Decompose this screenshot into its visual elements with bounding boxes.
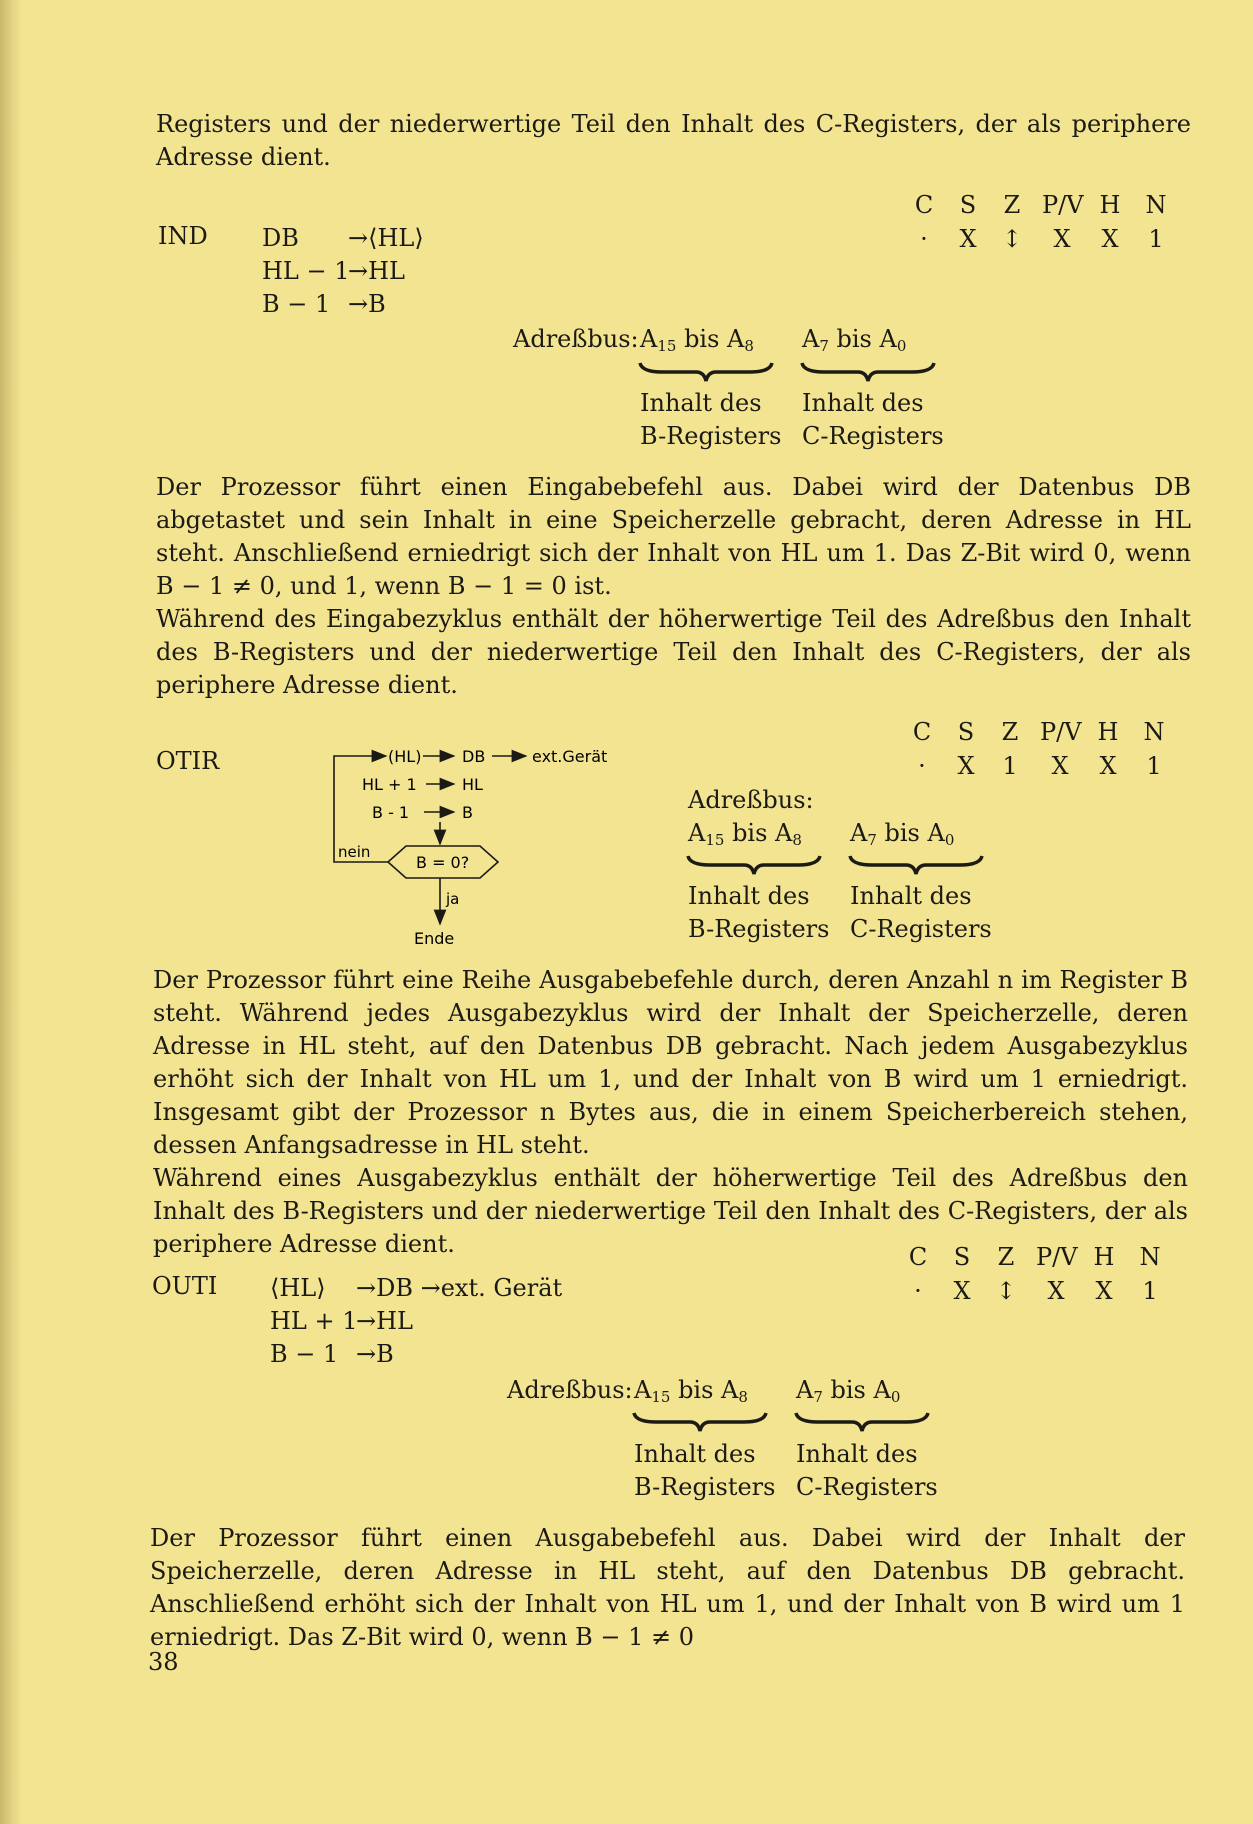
- ind-description: Der Prozessor führt einen Eingabebefehl aus. Dabei wird der Datenbus DB abgetastet und sein Inhalt in eine Speicherzelle gebracht, deren Adresse in HL steht. Anschließend erniedrigt sich der Inhalt von HL um 1. Das Z-Bit wird 0, wenn B − 1 ≠ 0, und 1, wenn B − 1 = 0 ist. Während des Eingabezyklus enthält der höherwertige Teil des Adreßbus den Inhalt des B-Registers und der niederwertige Teil den Inhalt des C-Registers, der als periphere Adresse dient.: [156, 473, 1191, 699]
- outi-op-right: →B: [356, 1340, 394, 1368]
- underbrace: [638, 360, 774, 384]
- ind-op-left: HL − 1: [262, 257, 350, 285]
- underbrace: [686, 853, 822, 877]
- ind-op-left: B − 1: [262, 290, 331, 318]
- outi-description: Der Prozessor führt einen Ausgabebefehl aus. Dabei wird der Inhalt der Speicherzelle, deren Adresse in HL steht, auf den Datenbus DB gebracht. Anschließend erhöht sich der Inhalt von HL um 1, und der Inhalt von B wird um 1 erniedrigt. Das Z-Bit wird 0, wenn B − 1 ≠ 0: [150, 1524, 1185, 1651]
- outi-adressbus-high: $A_{15}$ bis $A_8$: [634, 1376, 748, 1406]
- otir-adressbus-low: $A_7$ bis $A_0$: [850, 819, 955, 849]
- otir-adressbus-label: Adreßbus:: [688, 786, 814, 814]
- otir-low-desc: C-Registers: [850, 915, 992, 943]
- ind-op-right: →HL: [348, 257, 405, 285]
- outi-adressbus-low: $A_7$ bis $A_0$: [796, 1376, 901, 1406]
- ind-op-right: →⟨HL⟩: [348, 224, 424, 252]
- flow-db: DB: [462, 747, 486, 766]
- otir-flowchart: [320, 740, 630, 950]
- ind-high-desc: Inhalt des: [640, 389, 762, 417]
- ind-high-desc: B-Registers: [640, 422, 782, 450]
- outi-low-desc: C-Registers: [796, 1473, 938, 1501]
- otir-mnemonic: OTIR: [156, 747, 220, 775]
- otir-adressbus-high: $A_{15}$ bis $A_8$: [688, 819, 802, 849]
- otir-high-desc: B-Registers: [688, 915, 830, 943]
- page-number: 38: [148, 1648, 179, 1676]
- outi-high-desc: Inhalt des: [634, 1440, 756, 1468]
- underbrace: [848, 853, 984, 877]
- flow-b-minus-1: B - 1: [372, 803, 410, 822]
- outi-high-desc: B-Registers: [634, 1473, 776, 1501]
- underbrace: [632, 1410, 768, 1434]
- flow-hl-target: HL: [462, 775, 483, 794]
- flow-b-target: B: [462, 803, 473, 822]
- page-edge: [0, 0, 22, 1824]
- outi-op-left: ⟨HL⟩: [270, 1274, 326, 1302]
- outi-low-desc: Inhalt des: [796, 1440, 918, 1468]
- outi-mnemonic: OUTI: [152, 1272, 218, 1300]
- flow-end: Ende: [414, 929, 455, 948]
- outi-op-left: HL + 1: [270, 1307, 358, 1335]
- ind-op-left: DB: [262, 224, 299, 252]
- flow-decision: B = 0?: [416, 853, 470, 872]
- otir-description: Der Prozessor führt eine Reihe Ausgabebefehle durch, deren Anzahl n im Register B steht. Während jedes Ausgabezyklus wird der Inhalt der Speicherzelle, deren Adresse in HL steht, auf den Datenbus DB gebracht. Nach jedem Ausgabezyklus erhöht sich der Inhalt von HL um 1, und der Inhalt von B wird um 1 erniedrigt. Insgesamt gibt der Prozessor n Bytes aus, die in einem Speicherbereich stehen, dessen Anfangsadresse in HL steht. Während eines Ausgabezyklus enthält der höherwertige Teil des Adreßbus den Inhalt des B-Registers und der niederwertige Teil den Inhalt des C-Registers, der als periphere Adresse dient.: [153, 966, 1188, 1258]
- ind-low-desc: Inhalt des: [802, 389, 924, 417]
- underbrace: [794, 1410, 930, 1434]
- flow-ext-device: ext.Gerät: [532, 747, 608, 766]
- otir-low-desc: Inhalt des: [850, 882, 972, 910]
- top-paragraph: Registers und der niederwertige Teil den Inhalt des C-Registers, der als periphere Adresse dient.: [156, 110, 1191, 171]
- ind-mnemonic: IND: [158, 222, 208, 250]
- outi-op-left: B − 1: [270, 1340, 339, 1368]
- outi-op-right: →DB →ext. Gerät: [356, 1274, 563, 1302]
- ind-low-desc: C-Registers: [802, 422, 944, 450]
- outi-op-right: →HL: [356, 1307, 413, 1335]
- flow-yes-label: ja: [446, 890, 460, 908]
- ind-adressbus-label: Adreßbus:: [513, 325, 639, 353]
- flow-hl-plus-1: HL + 1: [362, 775, 417, 794]
- flow-no-label: nein: [338, 843, 371, 861]
- otir-high-desc: Inhalt des: [688, 882, 810, 910]
- underbrace: [800, 360, 936, 384]
- ind-adressbus-low: $A_7$ bis $A_0$: [802, 325, 907, 355]
- ind-op-right: →B: [348, 290, 386, 318]
- flow-hl: (HL): [388, 747, 422, 766]
- ind-adressbus-high: $A_{15}$ bis $A_8$: [640, 325, 754, 355]
- outi-adressbus-label: Adreßbus:: [507, 1376, 633, 1404]
